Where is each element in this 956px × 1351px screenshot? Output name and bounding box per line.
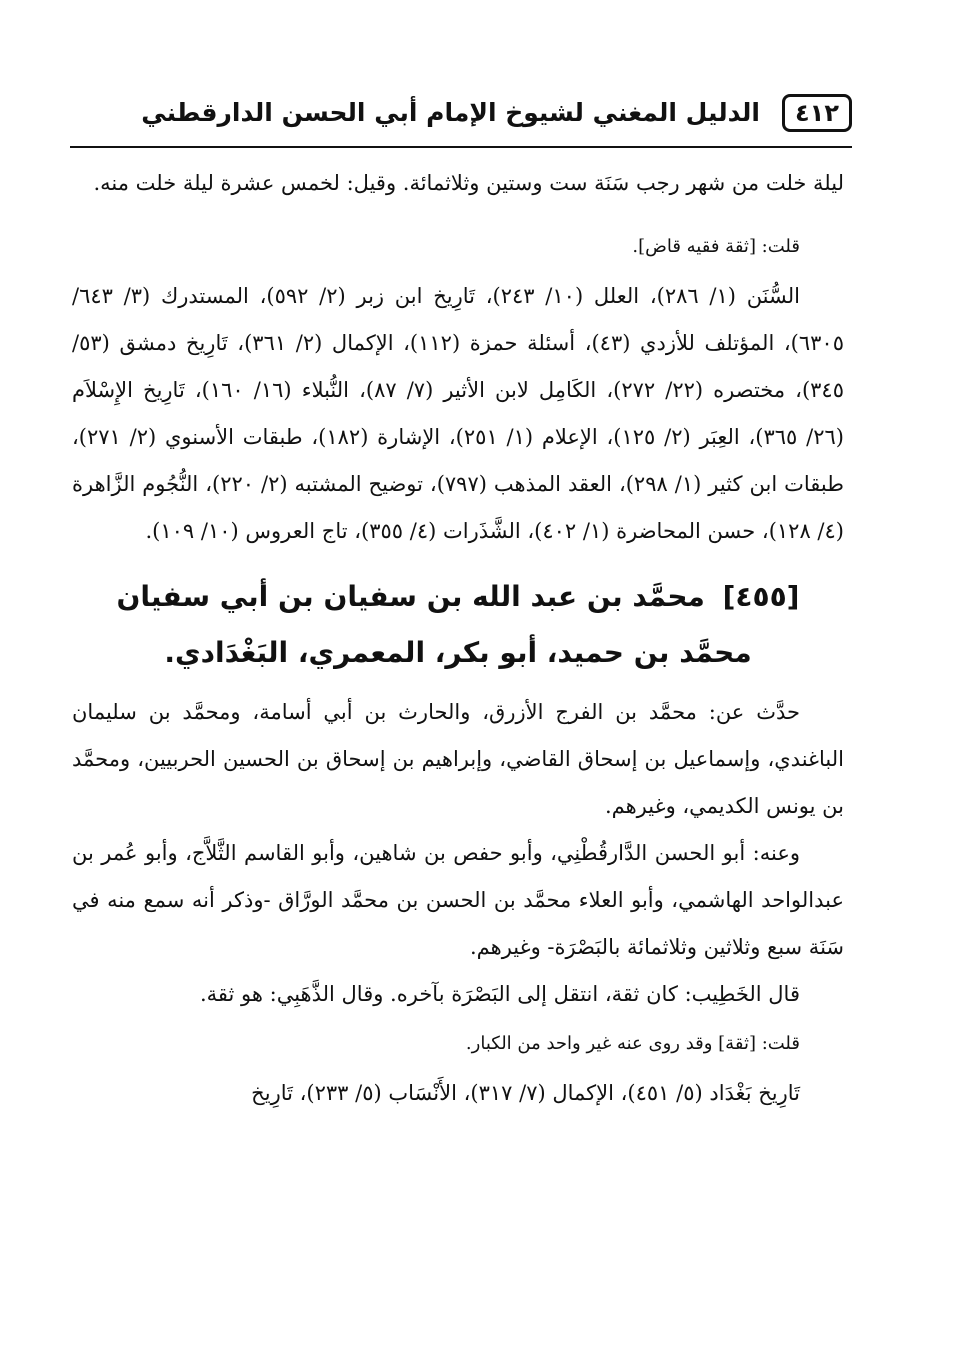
- verdict-note: قلت: [ثقة فقيه قاض].: [632, 236, 800, 257]
- entry-number: [٤٥٥]: [722, 580, 800, 613]
- entry-name: محمَّد بن عبد الله بن سفيان بن أبي سفيان محمَّد بن حميد، أبو بكر، المعمري، البَغْدَادي.: [116, 580, 752, 669]
- narrators-paragraph: وعنه: أبو الحسن الدَّارقُطْنِي، وأبو حفص بن شاهين، وأبو القاسم الثَّلاَّج، وأبو عُمر بن عبدالواحد الهاشمي، وأبو العلاء محمَّد بن الحسن بن محمَّد الورَّاق -وذكر أنه سمع منه في سَنَة سبع وثلاثين وثلاثمائة بالبَصْرَة- وغيرهم.: [72, 841, 844, 959]
- entry-heading: [92, 569, 824, 681]
- running-title: الدليل المغني لشيوخ الإمام أبي الحسن الدارقطني: [141, 98, 760, 127]
- verdict-note-2: قلت: [ثقة] وقد روى عنه غير واحد من الكبار.: [465, 1033, 800, 1054]
- paragraph-continuation: ليلة خلت من شهر رجب سَنَة ست وستين وثلاثمائة. وقيل: لخمس عشرة ليلة خلت منه.: [93, 171, 844, 195]
- narrated-from-paragraph: حدَّث عن: محمَّد بن الفرج الأزرق، والحارث بن أبي أسامة، ومحمَّد بن سليمان الباغندي، وإسماعيل بن إسحاق القاضي، وإبراهيم بن إسحاق بن الحسين الحربيين، ومحمَّد بن يونس الكديمي، وغيرهم.: [72, 700, 844, 818]
- sources-list-2: تَارِيخ بَغْدَاد (٥/ ٤٥١)، الإكمال (٧/ ٣١٧)، الأَنْسَاب (٥/ ٢٣٣)، تَارِيخ: [251, 1081, 800, 1105]
- page-number: ٤١٢: [782, 94, 852, 132]
- header-divider: [70, 146, 852, 148]
- sources-list: السُّنَن (١/ ٢٨٦)، العلل (١٠/ ٢٤٣)، تَارِيخ ابن زبر (٢/ ٥٩٢)، المستدرك (٣/ ٦٤٣/ ٦٣٠٥)، المؤتلف للأزدي (٤٣)، أسئلة حمزة (١١٢)، الإكمال (٢/ ٣٦١)، تَارِيخ دمشق (٥٣/ ٣٤٥)، مختصره (٢٢/ ٢٧٢)، الكَامِل لابن الأثير (٧/ ٨٧)، النُّبلاء (١٦/ ١٦٠)، تَارِيخ الإِسْلاَم (٢٦/ ٣٦٥)، العِبَر (٢/ ١٢٥)، الإعلام (١/ ٢٥١)، الإشارة (١٨٢)، طبقات الأسنوي (٢/ ٢٧١)، طبقات ابن كثير (١/ ٢٩٨)، العقد المذهب (٧٩٧)، توضيح المشتبه (٢/ ٢٢٠)، النُّجُوم الزَّاهرة (٤/ ١٢٨)، حسن المحاضرة (١/ ٤٠٢)، الشَّذَرات (٤/ ٣٥٥)، تاج العروس (١٠/ ١٠٩).: [72, 284, 844, 543]
- page-header: [60, 92, 852, 138]
- page-body: [72, 160, 844, 1117]
- critics-paragraph: قال الخَطِيب: كان ثقة، انتقل إلى البَصْرَة بآخره. وقال الذَّهَبِي: هو ثقة.: [199, 982, 800, 1006]
